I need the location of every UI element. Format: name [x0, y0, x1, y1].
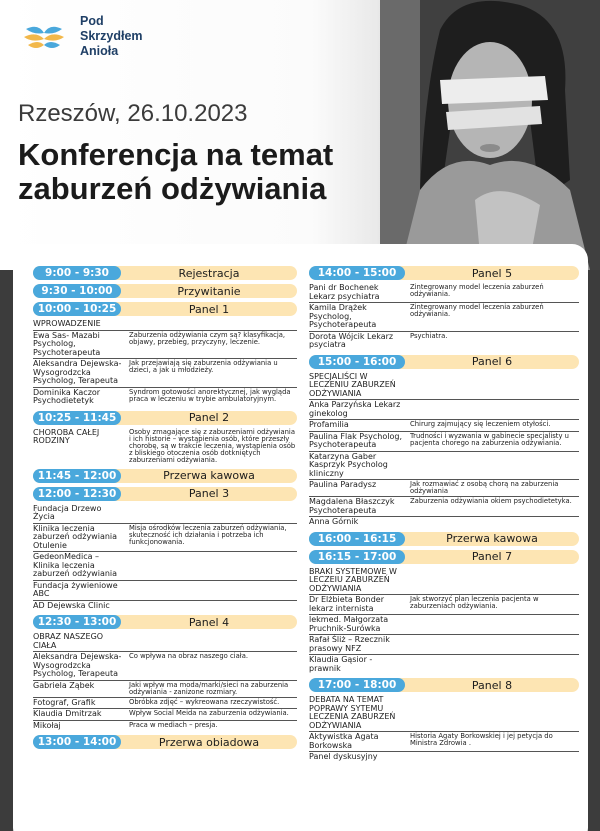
- talk-topic: [407, 568, 579, 594]
- logo-text: [80, 14, 143, 59]
- session-label: Rejestracja: [178, 266, 240, 280]
- talk-topic: Psychiatra.: [410, 331, 448, 340]
- session-label: Panel 3: [188, 487, 230, 500]
- agenda-row: [309, 480, 579, 497]
- speaker-name: Dorota Wójcik Lekarz psyciatra: [309, 331, 394, 349]
- speaker-name: OBRAZ NASZEGO CIAŁA: [33, 632, 104, 650]
- session-time: 16:15 - 17:00: [309, 550, 405, 564]
- talk-topic: [126, 602, 297, 611]
- agenda-row: [309, 752, 579, 763]
- talk-topic: Trudności i wyzwania w gabinecie specjalisty u pacjenta chorego na zaburzenia odżywiania.: [410, 431, 569, 447]
- talk-topic: [407, 696, 579, 730]
- talk-topic: Zintegrowany model leczenia zaburzeń odżywiania.: [410, 283, 544, 298]
- session-label: Panel 4: [188, 615, 230, 629]
- speaker-name: Paulina Flak Psycholog, Psychoterapeuta: [309, 431, 402, 449]
- speaker-name: Paulina Paradysz: [309, 480, 377, 489]
- agenda-row: [309, 400, 579, 420]
- speaker-name: Profamilia: [309, 420, 349, 429]
- agenda-row: [33, 698, 297, 710]
- talk-topic: Osoby zmagające się z zaburzeniami odżywiania i ich historie – wystąpienia osób, które przeszły chorobę, są w trakcie leczenia, wystąpienia osób z bliskiego otoczenia osób dotkniętych zaburzeniami odżywiania.: [129, 427, 296, 464]
- agenda-row: [33, 552, 297, 581]
- talk-topic: Misja ośrodków leczenia zaburzeń odżywiania, skuteczność ich działania i potrzeba ich funkcjonowania.: [129, 523, 287, 546]
- agenda-row: [309, 303, 579, 332]
- talk-topic: Wpływ Social Meida na zaburzenia odżywiania.: [129, 709, 289, 717]
- talk-topic: [407, 518, 579, 527]
- speaker-name: GedeonMedica – Klinika leczenia zaburzeń odżywiania: [33, 552, 118, 578]
- speaker-name: Klaudia Dmitrzak: [33, 709, 102, 718]
- talk-topic: [126, 582, 297, 599]
- talk-topic: [407, 401, 579, 418]
- talk-topic: Jak przejawiają się zaburzenia odżywiania u dzieci, a jak u młodzieży.: [129, 359, 278, 374]
- talk-topic: [407, 636, 579, 653]
- agenda-row: [309, 420, 579, 432]
- session-header: [309, 266, 579, 280]
- session-time: 16:00 - 16:15: [309, 532, 405, 546]
- session-label: Panel 5: [471, 266, 513, 280]
- talk-topic: Obróbka zdjęć – wykreowana rzeczywistość.: [129, 697, 280, 706]
- talk-topic: [407, 453, 579, 479]
- speaker-name: Panel dyskusyjny: [309, 752, 378, 761]
- speaker-name: Anna Górnik: [309, 517, 359, 526]
- agenda-row: [309, 655, 579, 674]
- talk-topic: Zaburzenia odżywiania okiem psychodietetyka.: [410, 497, 572, 505]
- session-header: [33, 302, 297, 316]
- speaker-name: Anka Parzyńska Lekarz ginekolog: [309, 400, 401, 418]
- session-time: 17:00 - 18:00: [309, 678, 405, 692]
- speaker-name: DEBATA NA TEMAT POPRAWY SYTEMU LECZENIA ZABURZEŃ ODŻYWIANIA: [309, 695, 396, 730]
- logo[interactable]: [22, 14, 143, 59]
- speaker-name: Fotograf, Grafik: [33, 697, 96, 707]
- talk-topic: Jak stworzyć plan leczenia pacjenta w zaburzeniach odżywiania.: [410, 595, 539, 610]
- speaker-name: Mikołaj: [33, 720, 61, 730]
- session-time: 10:00 - 10:25: [33, 302, 121, 316]
- session-label: Panel 1: [188, 302, 230, 316]
- event-date: Rzeszów, 26.10.2023: [18, 100, 248, 127]
- session-label: Przerwa obiadowa: [158, 735, 260, 749]
- speaker-name: Fundacja żywieniowe ABC: [33, 580, 118, 598]
- talk-topic: Historia Agaty Borkowskiej i jej petycja do Ministra Zdrowia .: [410, 732, 553, 747]
- talk-topic: [407, 753, 579, 762]
- talk-topic: Jak rozmawiać z osobą chorą na zaburzenia odżywiania: [410, 480, 559, 495]
- agenda-row: [309, 517, 579, 528]
- agenda-row: [33, 428, 297, 465]
- agenda-row: [33, 601, 297, 612]
- talk-topic: Chirurg zajmujący się leczeniem otyłości.: [410, 420, 551, 428]
- agenda-row: [309, 695, 579, 732]
- session-header: [33, 615, 297, 629]
- speaker-name: Ewa Sas- Mazabi Psycholog, Psychoterapeuta: [33, 330, 101, 357]
- agenda-row: [33, 581, 297, 601]
- speaker-name: Klaudia Gąsior - prawnik: [309, 655, 373, 673]
- speaker-name: lekmed. Małgorzata Pruchnik-Surówka: [309, 615, 389, 633]
- session-header: [33, 411, 297, 425]
- agenda-row: [309, 635, 579, 655]
- speaker-name: Dominika Kaczor Psychodietetyk: [33, 387, 101, 405]
- agenda-row: [33, 524, 297, 553]
- speaker-name: BRAKI SYSTEMOWE W LECZEIU ZABURZEŃ ODŻYWIANIA: [309, 566, 397, 593]
- session-label: Panel 8: [471, 678, 513, 692]
- agenda-row: [309, 332, 579, 351]
- agenda-row: [33, 388, 297, 407]
- session-time: 13:00 - 14:00: [33, 735, 121, 749]
- speaker-name: Rafał Śliż – Rzecznik prasowy NFZ: [309, 635, 390, 653]
- session-time: 10:25 - 11:45: [33, 411, 121, 425]
- talk-topic: [126, 505, 297, 522]
- session-time: 12:00 - 12:30: [33, 487, 121, 501]
- session-label: Przerwa kawowa: [163, 469, 255, 482]
- session-header: [309, 355, 579, 369]
- logo-line-1: Pod: [80, 14, 104, 28]
- talk-topic: [126, 633, 297, 650]
- agenda-row: [309, 452, 579, 481]
- agenda-row: [309, 372, 579, 401]
- speaker-name: Kamila Drążek Psycholog, Psychoterapeuta: [309, 303, 377, 329]
- agenda-row: [33, 359, 297, 388]
- talk-topic: [407, 656, 579, 673]
- talk-topic: Co wpływa na obraz naszego ciała.: [129, 652, 249, 660]
- session-label: Panel 7: [471, 550, 513, 563]
- talk-topic: [407, 373, 579, 399]
- talk-topic: Praca w mediach – presja.: [129, 720, 218, 729]
- agenda-column-left: [33, 262, 297, 752]
- agenda-column-right: [309, 262, 579, 763]
- agenda-row: [309, 615, 579, 635]
- talk-topic: Jaki wpływ ma moda/marki/sieci na zaburzenia odżywiania - zanizone rozmiary.: [129, 680, 289, 696]
- agenda-row: [33, 721, 297, 732]
- agenda-row: [309, 283, 579, 303]
- session-header: [33, 469, 297, 483]
- speaker-name: CHOROBA CAŁEJ RODZINY: [33, 427, 100, 445]
- agenda-row: [33, 709, 297, 721]
- agenda-row: [309, 497, 579, 517]
- speaker-name: Katarzyna Gaber Kasprzyk Psycholog kliniczny: [309, 451, 388, 478]
- session-time: 14:00 - 15:00: [309, 266, 405, 280]
- speaker-name: Aktywistka Agata Borkowska: [309, 732, 379, 750]
- talk-topic: Syndrom gotowości anorektycznej, jak wygląda praca w leczeniu w trybie ambulatoryjnym.: [129, 387, 291, 403]
- logo-line-3: Anioła: [80, 44, 119, 58]
- session-header: [309, 532, 579, 546]
- talk-topic: Zintegrowany model leczenia zaburzeń odżywiania.: [410, 303, 544, 318]
- agenda-row: [309, 567, 579, 596]
- logo-line-2: Skrzydłem: [80, 29, 143, 43]
- session-header: [33, 735, 297, 749]
- session-label: Przywitanie: [177, 284, 241, 298]
- talk-topic: [126, 320, 297, 329]
- talk-topic: Zaburzenia odżywiania czym są? klasyfikacja, objawy, przebieg, przyczyny, leczenie.: [129, 330, 286, 346]
- angel-wings-icon: [22, 17, 66, 57]
- agenda-row: [33, 632, 297, 652]
- speaker-name: Pani dr Bochenek Lekarz psychiatra: [309, 283, 380, 301]
- agenda-row: [33, 652, 297, 681]
- speaker-name: WPROWADZENIE: [33, 319, 101, 328]
- session-time: 9:30 - 10:00: [33, 284, 121, 298]
- speaker-name: Fundacja Drzewo Życia: [33, 503, 102, 521]
- speaker-name: Aleksandra Dejewska-Wysogrodzcka Psycholog, Terapeuta: [33, 359, 122, 385]
- hero-banner: [0, 0, 600, 270]
- session-header: [33, 266, 297, 280]
- talk-topic: [407, 616, 579, 633]
- session-header: [33, 284, 297, 298]
- speaker-name: AD Dejewska Clinic: [33, 600, 110, 610]
- agenda-row: [33, 331, 297, 360]
- agenda-row: [309, 432, 579, 452]
- hero-photo: [380, 0, 600, 270]
- session-time: 15:00 - 16:00: [309, 355, 405, 369]
- speaker-name: SPECJALIŚCI W LECZENIU ZABURZEŃ ODŻYWIANIA: [309, 371, 396, 398]
- speaker-name: Dr Elżbieta Bonder lekarz internista: [309, 595, 385, 613]
- session-label: Panel 2: [188, 411, 230, 424]
- speaker-name: Klinika leczenia zaburzeń odżywiania Otulenie: [33, 523, 118, 550]
- speaker-name: Magdalena Błaszczyk Psychoterapeuta: [309, 497, 395, 515]
- session-header: [33, 487, 297, 501]
- session-header: [309, 678, 579, 692]
- talk-topic: [126, 553, 297, 579]
- page-title: Konferencja na temat zaburzeń odżywiania: [18, 137, 334, 206]
- session-time: 9:00 - 9:30: [33, 266, 121, 280]
- session-label: Panel 6: [471, 355, 513, 368]
- speaker-name: Aleksandra Dejewska-Wysogrodzcka Psycholog, Terapeuta: [33, 652, 122, 678]
- session-time: 11:45 - 12:00: [33, 469, 121, 483]
- agenda-row: [309, 732, 579, 752]
- agenda-row: [309, 595, 579, 615]
- session-time: 12:30 - 13:00: [33, 615, 121, 629]
- agenda-row: [33, 681, 297, 698]
- agenda-row: [33, 319, 297, 331]
- speaker-name: Gabriela Ząbek: [33, 680, 95, 690]
- session-header: [309, 550, 579, 564]
- agenda-row: [33, 504, 297, 524]
- session-label: Przerwa kawowa: [446, 532, 538, 545]
